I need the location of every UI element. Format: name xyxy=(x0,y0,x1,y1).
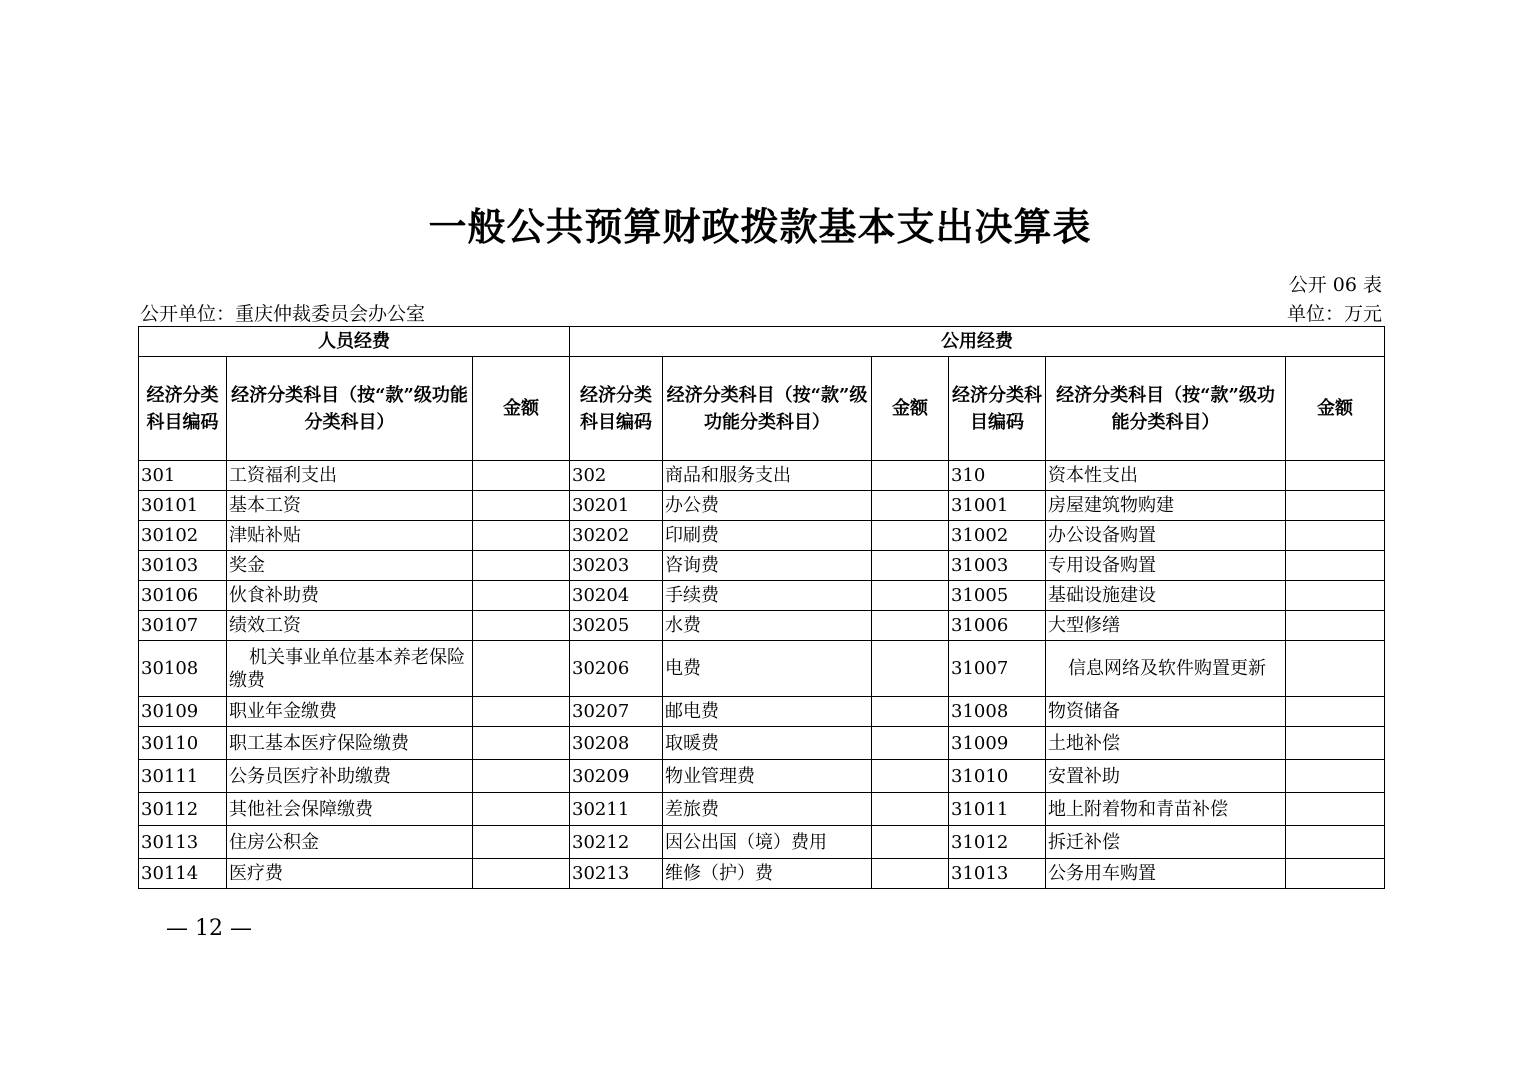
code-cell: 30201 xyxy=(570,491,663,521)
subject-cell: 取暖费 xyxy=(663,727,872,760)
subject-cell: 专用设备购置 xyxy=(1046,551,1286,581)
table-row xyxy=(139,551,1385,581)
subject-cell: 职工基本医疗保险缴费 xyxy=(227,727,473,760)
amount-cell xyxy=(1286,581,1385,611)
subject-cell: 公务用车购置 xyxy=(1046,859,1286,889)
table-row xyxy=(139,826,1385,859)
subject-cell: 伙食补助费 xyxy=(227,581,473,611)
table-row xyxy=(139,727,1385,760)
amount-cell xyxy=(473,793,570,826)
header-amount: 金额 xyxy=(1286,357,1385,461)
code-cell: 30208 xyxy=(570,727,663,760)
amount-cell xyxy=(1286,611,1385,641)
amount-cell xyxy=(872,461,949,491)
subject-cell: 维修（护）费 xyxy=(663,859,872,889)
amount-cell xyxy=(872,826,949,859)
amount-cell xyxy=(872,491,949,521)
subject-cell: 办公费 xyxy=(663,491,872,521)
amount-cell xyxy=(473,760,570,793)
subject-cell: 物资储备 xyxy=(1046,697,1286,727)
subject-cell: 电费 xyxy=(663,641,872,697)
table-row xyxy=(139,491,1385,521)
subject-cell: 津贴补贴 xyxy=(227,521,473,551)
amount-cell xyxy=(1286,551,1385,581)
code-cell: 30108 xyxy=(139,641,227,697)
subject-cell: 绩效工资 xyxy=(227,611,473,641)
table-row xyxy=(139,641,1385,697)
code-cell: 30114 xyxy=(139,859,227,889)
group-public: 公用经费 xyxy=(570,327,1385,357)
amount-cell xyxy=(473,581,570,611)
subject-cell: 商品和服务支出 xyxy=(663,461,872,491)
header-amount: 金额 xyxy=(872,357,949,461)
page-number: — 12 — xyxy=(166,916,252,941)
subject-cell: 安置补助 xyxy=(1046,760,1286,793)
subject-cell: 职业年金缴费 xyxy=(227,697,473,727)
subject-cell: 机关事业单位基本养老保险缴费 xyxy=(227,641,473,697)
code-cell: 31008 xyxy=(949,697,1046,727)
table-number: 公开 06 表 xyxy=(1288,274,1382,296)
table-row xyxy=(139,697,1385,727)
amount-cell xyxy=(1286,727,1385,760)
code-cell: 31011 xyxy=(949,793,1046,826)
header-code: 经济分类科目编码 xyxy=(570,357,663,461)
code-cell: 30211 xyxy=(570,793,663,826)
subject-cell: 手续费 xyxy=(663,581,872,611)
table-row xyxy=(139,581,1385,611)
currency-unit: 单位：万元 xyxy=(1286,303,1382,325)
code-cell: 30205 xyxy=(570,611,663,641)
amount-cell xyxy=(1286,859,1385,889)
amount-cell xyxy=(872,581,949,611)
code-cell: 30111 xyxy=(139,760,227,793)
amount-cell xyxy=(473,461,570,491)
code-cell: 30103 xyxy=(139,551,227,581)
code-cell: 31009 xyxy=(949,727,1046,760)
amount-cell xyxy=(1286,697,1385,727)
amount-cell xyxy=(473,859,570,889)
subject-cell: 房屋建筑物购建 xyxy=(1046,491,1286,521)
amount-cell xyxy=(872,727,949,760)
amount-cell xyxy=(1286,793,1385,826)
subject-cell: 咨询费 xyxy=(663,551,872,581)
code-cell: 30209 xyxy=(570,760,663,793)
subject-cell: 拆迁补偿 xyxy=(1046,826,1286,859)
amount-cell xyxy=(1286,641,1385,697)
page-title: 一般公共预算财政拨款基本支出决算表 xyxy=(428,204,1092,249)
header-subject: 经济分类科目（按“款”级功能分类科目） xyxy=(227,357,473,461)
code-cell: 31001 xyxy=(949,491,1046,521)
subject-cell: 奖金 xyxy=(227,551,473,581)
code-cell: 30102 xyxy=(139,521,227,551)
amount-cell xyxy=(1286,461,1385,491)
code-cell: 301 xyxy=(139,461,227,491)
code-cell: 31012 xyxy=(949,826,1046,859)
code-cell: 31010 xyxy=(949,760,1046,793)
amount-cell xyxy=(1286,760,1385,793)
code-cell: 30113 xyxy=(139,826,227,859)
amount-cell xyxy=(1286,826,1385,859)
table-row xyxy=(139,611,1385,641)
subject-cell: 其他社会保障缴费 xyxy=(227,793,473,826)
publishing-unit: 公开单位：重庆仲裁委员会办公室 xyxy=(140,303,426,325)
table-row xyxy=(139,461,1385,491)
amount-cell xyxy=(473,521,570,551)
amount-cell xyxy=(473,641,570,697)
subject-cell: 土地补偿 xyxy=(1046,727,1286,760)
subject-cell: 工资福利支出 xyxy=(227,461,473,491)
header-subject: 经济分类科目（按“款”级功能分类科目） xyxy=(1046,357,1286,461)
amount-cell xyxy=(872,793,949,826)
table-row xyxy=(139,521,1385,551)
code-cell: 30110 xyxy=(139,727,227,760)
expenditure-table xyxy=(138,326,1385,889)
code-cell: 31013 xyxy=(949,859,1046,889)
code-cell: 30207 xyxy=(570,697,663,727)
subject-cell: 公务员医疗补助缴费 xyxy=(227,760,473,793)
subject-cell: 住房公积金 xyxy=(227,826,473,859)
amount-cell xyxy=(473,491,570,521)
code-cell: 31006 xyxy=(949,611,1046,641)
subject-cell: 印刷费 xyxy=(663,521,872,551)
table-row xyxy=(139,760,1385,793)
amount-cell xyxy=(872,521,949,551)
code-cell: 30202 xyxy=(570,521,663,551)
header-code: 经济分类科目编码 xyxy=(949,357,1046,461)
amount-cell xyxy=(872,760,949,793)
header-subject: 经济分类科目（按“款”级功能分类科目） xyxy=(663,357,872,461)
table-row xyxy=(139,793,1385,826)
header-code: 经济分类科目编码 xyxy=(139,357,227,461)
code-cell: 30213 xyxy=(570,859,663,889)
amount-cell xyxy=(872,611,949,641)
subject-cell: 邮电费 xyxy=(663,697,872,727)
code-cell: 30106 xyxy=(139,581,227,611)
subject-cell: 因公出国（境）费用 xyxy=(663,826,872,859)
header-amount: 金额 xyxy=(473,357,570,461)
amount-cell xyxy=(1286,521,1385,551)
amount-cell xyxy=(473,611,570,641)
amount-cell xyxy=(1286,491,1385,521)
code-cell: 31005 xyxy=(949,581,1046,611)
subject-cell: 物业管理费 xyxy=(663,760,872,793)
table-row xyxy=(139,859,1385,889)
amount-cell xyxy=(872,641,949,697)
code-cell: 31003 xyxy=(949,551,1046,581)
amount-cell xyxy=(473,551,570,581)
code-cell: 31002 xyxy=(949,521,1046,551)
code-cell: 31007 xyxy=(949,641,1046,697)
subject-cell: 资本性支出 xyxy=(1046,461,1286,491)
code-cell: 30112 xyxy=(139,793,227,826)
subject-cell: 地上附着物和青苗补偿 xyxy=(1046,793,1286,826)
amount-cell xyxy=(872,551,949,581)
code-cell: 30203 xyxy=(570,551,663,581)
code-cell: 30206 xyxy=(570,641,663,697)
subject-cell: 基础设施建设 xyxy=(1046,581,1286,611)
code-cell: 30212 xyxy=(570,826,663,859)
code-cell: 30107 xyxy=(139,611,227,641)
amount-cell xyxy=(872,697,949,727)
subject-cell: 基本工资 xyxy=(227,491,473,521)
amount-cell xyxy=(872,859,949,889)
code-cell: 30109 xyxy=(139,697,227,727)
amount-cell xyxy=(473,727,570,760)
amount-cell xyxy=(473,697,570,727)
code-cell: 302 xyxy=(570,461,663,491)
code-cell: 310 xyxy=(949,461,1046,491)
group-personnel: 人员经费 xyxy=(139,327,570,357)
amount-cell xyxy=(473,826,570,859)
code-cell: 30204 xyxy=(570,581,663,611)
code-cell: 30101 xyxy=(139,491,227,521)
subject-cell: 大型修缮 xyxy=(1046,611,1286,641)
subject-cell: 信息网络及软件购置更新 xyxy=(1046,641,1286,697)
subject-cell: 医疗费 xyxy=(227,859,473,889)
subject-cell: 差旅费 xyxy=(663,793,872,826)
subject-cell: 办公设备购置 xyxy=(1046,521,1286,551)
subject-cell: 水费 xyxy=(663,611,872,641)
